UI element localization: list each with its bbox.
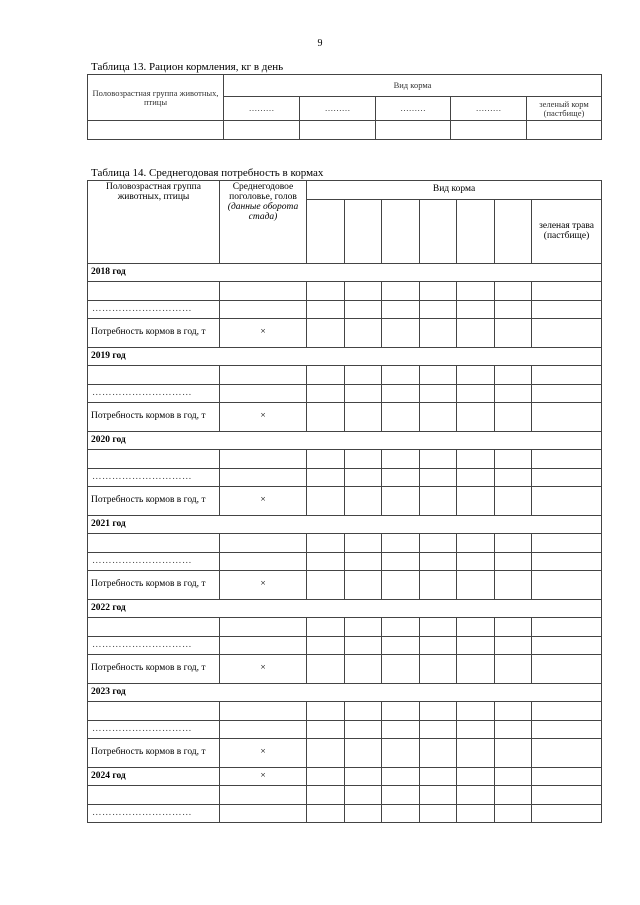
table-row [88,366,602,385]
table-cell [532,301,602,319]
group-cell [88,534,220,553]
table-cell [307,739,345,768]
table-cell [382,702,420,721]
table-cell [451,121,527,140]
group-cell [88,786,220,805]
table-cell [495,403,532,432]
table-cell [345,450,382,469]
table-cell [382,805,420,823]
table-cell [532,768,602,786]
table-cell [457,571,495,600]
table-cell [457,487,495,516]
table-cell [307,655,345,684]
table-cell [532,553,602,571]
table-cell [220,366,307,385]
group-cell [88,702,220,721]
table-13-feeding-ration [87,74,602,140]
year-row [88,684,602,702]
table-cell [420,702,457,721]
table-cell [457,534,495,553]
table-cell [495,637,532,655]
table-cell [220,534,307,553]
table-cell [220,450,307,469]
table-cell [382,534,420,553]
table-cell [345,534,382,553]
table-cell [345,282,382,301]
t14-feed-col [307,200,345,264]
table-cell [532,655,602,684]
table-cell [307,469,345,487]
table-cell [457,553,495,571]
t13-feed-col: ……… [376,97,451,121]
table-row [88,702,602,721]
need-row [88,655,602,684]
table-cell [420,786,457,805]
table-cell [345,637,382,655]
table-cell [420,487,457,516]
table-cell [307,366,345,385]
table-cell [345,403,382,432]
table-cell [495,534,532,553]
table-cell [495,487,532,516]
x-mark: × [220,739,307,768]
need-row [88,739,602,768]
table-13-caption: Таблица 13. Рацион кормления, кг в день [91,61,284,73]
table-cell [220,469,307,487]
table-cell [532,385,602,403]
table-cell [382,487,420,516]
table-cell [457,301,495,319]
table-cell [495,282,532,301]
group-cell [88,366,220,385]
table-cell [457,618,495,637]
table-row [88,721,602,739]
table-row [88,786,602,805]
year-label: 2021 год [88,516,602,534]
table-cell [420,282,457,301]
t13-row [88,121,602,140]
dots-cell: ………………………… [88,721,220,739]
table-cell [220,702,307,721]
table-cell [532,366,602,385]
table-cell [345,385,382,403]
table-cell [420,618,457,637]
table-cell [220,637,307,655]
table-cell [420,655,457,684]
table-cell [307,768,345,786]
x-mark: × [220,319,307,348]
year-row [88,264,602,282]
table-cell [532,637,602,655]
table-cell [307,702,345,721]
dots-cell: ………………………… [88,805,220,823]
table-cell [382,282,420,301]
dots-cell: ………………………… [88,469,220,487]
year-row [88,516,602,534]
table-cell [382,366,420,385]
table-cell [420,534,457,553]
table-cell [495,721,532,739]
year-row [88,348,602,366]
year-row [88,768,602,786]
table-cell [420,553,457,571]
table-cell [420,319,457,348]
t13-feed-col: ……… [300,97,376,121]
dots-cell: ………………………… [88,553,220,571]
table-cell [532,534,602,553]
table-cell [420,403,457,432]
table-cell [420,571,457,600]
t13-feed-col: ……… [451,97,527,121]
table-cell [307,805,345,823]
group-cell [88,618,220,637]
table-14-caption: Таблица 14. Среднегодовая потребность в кормах [91,167,324,179]
table-cell [307,282,345,301]
x-mark: × [220,655,307,684]
table-cell [532,571,602,600]
table-cell [532,282,602,301]
table-cell [224,121,300,140]
table-cell [307,786,345,805]
table-cell [376,121,451,140]
table-cell [345,301,382,319]
table-cell [495,450,532,469]
table-cell [532,786,602,805]
table-cell [345,786,382,805]
table-cell [220,721,307,739]
year-label: 2018 год [88,264,602,282]
need-row [88,403,602,432]
x-mark: × [220,403,307,432]
table-cell [307,385,345,403]
group-cell [88,450,220,469]
table-cell [382,319,420,348]
table-cell [457,469,495,487]
year-label: 2020 год [88,432,602,450]
table-cell [382,768,420,786]
need-label: Потребность кормов в год, т [88,739,220,768]
table-cell [495,553,532,571]
table-cell [345,739,382,768]
table-cell [420,739,457,768]
table-cell [382,655,420,684]
table-cell [532,450,602,469]
table-cell [457,786,495,805]
table-cell [495,469,532,487]
need-row [88,487,602,516]
table-cell [307,721,345,739]
table-cell [532,319,602,348]
table-cell [495,571,532,600]
table-cell [457,282,495,301]
table-cell [307,301,345,319]
table-cell [382,721,420,739]
table-cell [532,702,602,721]
table-cell [457,805,495,823]
table-cell [495,618,532,637]
table-row [88,618,602,637]
table-cell [527,121,602,140]
table-cell [420,385,457,403]
year-row [88,432,602,450]
table-cell [420,721,457,739]
table-cell [532,469,602,487]
table-cell [495,786,532,805]
year-row [88,600,602,618]
table-row [88,385,602,403]
table-cell [457,637,495,655]
table-cell [495,319,532,348]
table-cell [532,403,602,432]
table-cell [532,805,602,823]
table-cell [382,571,420,600]
table-cell [345,366,382,385]
table-cell [457,385,495,403]
table-cell [382,469,420,487]
table-cell [420,768,457,786]
table-row [88,282,602,301]
table-cell [220,805,307,823]
table-cell [220,301,307,319]
table-cell [220,385,307,403]
table-cell [345,487,382,516]
table-cell [532,618,602,637]
table-cell [495,301,532,319]
t14-headcount-note: (данные оборота стада) [227,201,299,222]
table-cell [532,739,602,768]
table-cell [307,487,345,516]
table-row [88,450,602,469]
dots-cell: ………………………… [88,637,220,655]
table-cell [345,721,382,739]
table-cell [382,450,420,469]
table-cell [457,366,495,385]
table-cell [495,739,532,768]
table-cell [220,282,307,301]
t14-headcount-label: Среднегодовое поголовье, голов [229,182,297,202]
table-row [88,301,602,319]
table-cell [345,702,382,721]
table-14-annual-feed-need [87,180,602,823]
table-row [88,805,602,823]
page-number: 9 [317,38,323,49]
need-label: Потребность кормов в год, т [88,487,220,516]
t13-header-group: Половозрастная группа животных, птицы [88,75,224,121]
table-cell [420,469,457,487]
table-cell [382,739,420,768]
table-cell [457,768,495,786]
table-cell [495,385,532,403]
table-cell [420,637,457,655]
table-cell [345,319,382,348]
table-cell [382,385,420,403]
table-cell [420,450,457,469]
need-row [88,319,602,348]
table-cell [495,805,532,823]
table-cell [495,768,532,786]
table-row [88,534,602,553]
table-cell [457,655,495,684]
year-label: 2022 год [88,600,602,618]
table-cell [300,121,376,140]
table-cell [495,655,532,684]
table-cell [307,534,345,553]
table-cell [382,403,420,432]
year-label: 2024 год [88,768,220,786]
t14-feed-col [382,200,420,264]
t13-feed-col: ……… [224,97,300,121]
table-cell [457,403,495,432]
need-label: Потребность кормов в год, т [88,655,220,684]
table-cell [420,366,457,385]
table-cell [345,805,382,823]
table-cell [457,702,495,721]
table-cell [345,469,382,487]
x-mark: × [220,487,307,516]
table-cell [307,553,345,571]
table-row [88,637,602,655]
t14-feed-col [457,200,495,264]
table-cell [382,637,420,655]
dots-cell: ………………………… [88,301,220,319]
table-cell [457,319,495,348]
t13-feed-col-green: зеленый корм (пастбище) [527,97,602,121]
t14-header-headcount [220,181,307,264]
table-cell [307,637,345,655]
need-row [88,571,602,600]
t13-header-feed-type: Вид корма [224,75,602,97]
year-label: 2023 год [88,684,602,702]
table-cell [307,618,345,637]
table-cell [382,553,420,571]
table-cell [345,618,382,637]
table-cell [420,805,457,823]
dots-cell: ………………………… [88,385,220,403]
group-cell [88,282,220,301]
table-cell [307,571,345,600]
t14-feed-col-green: зеленая трава (пастбище) [532,200,602,264]
table-cell [457,739,495,768]
table-cell [495,702,532,721]
table-row [88,469,602,487]
t14-feed-col [345,200,382,264]
table-cell [457,450,495,469]
table-cell [345,553,382,571]
x-mark: × [220,768,307,786]
table-cell [220,553,307,571]
need-label: Потребность кормов в год, т [88,403,220,432]
table-cell [532,721,602,739]
t14-header-group: Половозрастная группа животных, птицы [88,181,220,264]
t14-feed-col [495,200,532,264]
table-cell [457,721,495,739]
table-cell [220,618,307,637]
table-cell [220,786,307,805]
table-cell [345,655,382,684]
table-cell [382,301,420,319]
table-cell [345,768,382,786]
table-cell [307,450,345,469]
table-cell [420,301,457,319]
need-label: Потребность кормов в год, т [88,571,220,600]
table-cell [532,487,602,516]
table-cell [495,366,532,385]
table-cell [88,121,224,140]
table-cell [345,571,382,600]
table-cell [307,319,345,348]
table-row [88,553,602,571]
year-label: 2019 год [88,348,602,366]
table-cell [307,403,345,432]
x-mark: × [220,571,307,600]
t14-header-feed-type: Вид корма [307,181,602,200]
table-cell [382,786,420,805]
need-label: Потребность кормов в год, т [88,319,220,348]
table-cell [382,618,420,637]
t14-feed-col [420,200,457,264]
